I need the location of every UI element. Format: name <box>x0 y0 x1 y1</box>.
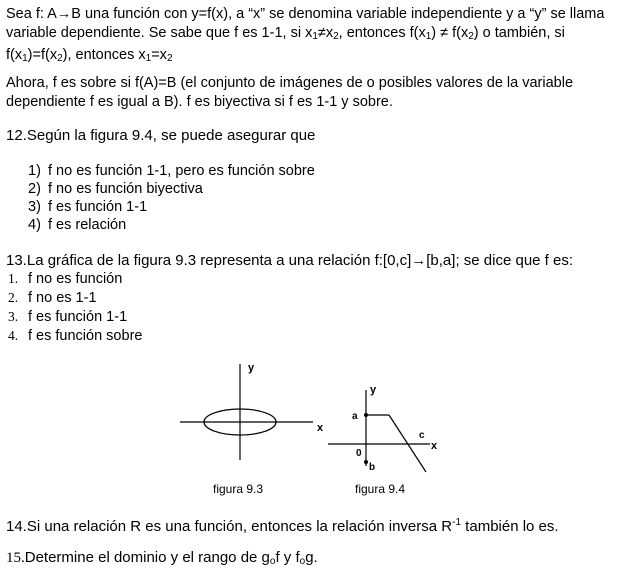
fig93-caption: figura 9.3 <box>213 482 264 496</box>
fig94-y-label: y <box>370 384 377 396</box>
question-13: 13.La gráfica de la figura 9.3 representa a una relación f:[0,c]→[b,a]; se dice que f es: <box>6 252 574 269</box>
intro-paragraph-2: Ahora, f es sobre si f(A)=B (el conjunto de imágenes de o posibles valores de la variable dependiente f es igual a B). f es biyectiva si f es 1-1 y sobre. <box>6 75 574 110</box>
q13-option-3: 3. f es función 1-1 <box>8 309 128 325</box>
figure-9-4 <box>322 378 452 482</box>
question-14: 14.Si una relación R es una función, entonces la relación inversa $R^{-1}$ también lo es. <box>6 517 559 535</box>
q13-option-1: 1. f no es función <box>8 271 123 287</box>
q13-option-2: 2. f no es 1-1 <box>8 290 97 306</box>
fig94-caption: figura 9.4 <box>355 482 406 496</box>
fig93-x-label: x <box>317 422 324 434</box>
q12-option-1: 1) f no es función 1-1, pero es función sobre <box>28 163 315 179</box>
q13-option-4: 4. f es función sobre <box>8 328 143 344</box>
fig94-b-label: b <box>369 462 376 473</box>
q12-option-2: 2) f no es función biyectiva <box>28 181 203 197</box>
fig94-point-a <box>364 413 368 417</box>
question-12: 12.Según la figura 9.4, se puede asegurar que <box>6 127 316 144</box>
q12-option-3: 3) f es función 1-1 <box>28 199 148 215</box>
fig94-x-label: x <box>431 440 438 452</box>
intro-paragraph-1: Sea f: A→B una función con y=f(x), a “x” se denomina variable independiente y a “y” se llama variable dependiente. Se sabe que f es 1-1, si $x_1\ne x_2$, entonces $f(x_1) \ne f(x_2)$ o también, si $f(x_1)=f(x_2)$, entonces $x_1=x_2$ <box>6 6 605 64</box>
figure-9-3 <box>170 352 340 482</box>
question-15: 15.Determine el dominio y el rango de $g_of$ y $f_og$. <box>6 549 318 567</box>
fig93-y-label: y <box>248 362 255 374</box>
q12-option-4: 4) f es relación <box>28 217 127 233</box>
fig94-a-label: a <box>352 411 358 422</box>
fig94-point-b <box>364 460 368 464</box>
fig94-c-label: c <box>419 430 425 441</box>
fig94-zero-label: 0 <box>356 448 362 459</box>
